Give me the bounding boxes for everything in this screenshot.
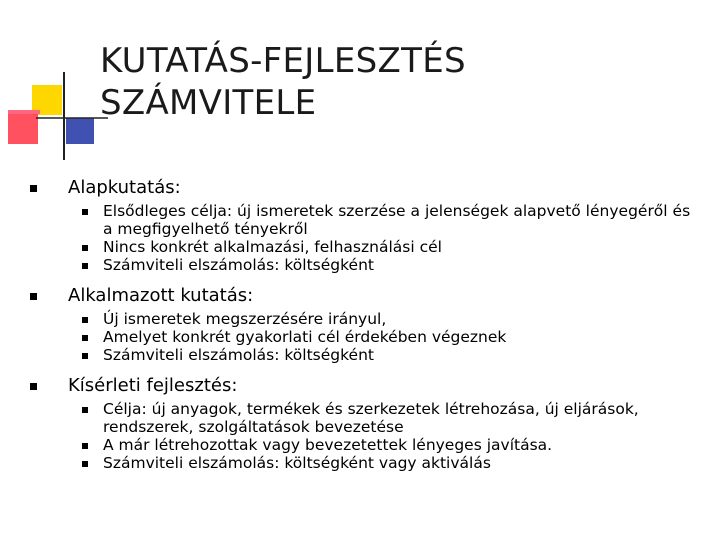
square-bullet-icon bbox=[82, 443, 88, 449]
list-item-text: Célja: új anyagok, termékek és szerkezetek létrehozása, új eljárások, rendszerek, szolgáltatások bevezetése bbox=[103, 400, 639, 436]
title-line-1: KUTATÁS-FEJLESZTÉS bbox=[100, 41, 466, 81]
square-bullet-icon bbox=[30, 185, 37, 192]
section-alapkutatas bbox=[30, 176, 700, 274]
square-bullet-icon bbox=[30, 383, 37, 390]
list-item-text: Amelyet konkrét gyakorlati cél érdekében végeznek bbox=[103, 328, 507, 346]
decorative-corner-graphic bbox=[0, 0, 110, 170]
list-item-text: Számviteli elszámolás: költségként bbox=[103, 346, 374, 364]
list-item-text: Nincs konkrét alkalmazási, felhasználási cél bbox=[103, 238, 442, 256]
title-line-2: SZÁMVITELE bbox=[100, 83, 317, 123]
list-item bbox=[30, 202, 700, 238]
list-item-text: Új ismeretek megszerzésére irányul, bbox=[103, 310, 387, 328]
square-bullet-icon bbox=[82, 209, 88, 215]
list-item bbox=[30, 454, 700, 472]
list-item-text: Elsődleges célja: új ismeretek szerzése a jelenségek alapvető lényegéről és a megfigyelhető tényekről bbox=[103, 202, 691, 238]
red-square bbox=[8, 114, 38, 144]
slide-content bbox=[30, 176, 700, 482]
list-item bbox=[30, 310, 700, 328]
section-heading-text: Kísérleti fejlesztés: bbox=[68, 375, 238, 396]
square-bullet-icon bbox=[82, 245, 88, 251]
list-item bbox=[30, 436, 700, 454]
square-bullet-icon bbox=[82, 263, 88, 269]
blue-square bbox=[66, 118, 94, 144]
sub-list bbox=[30, 202, 700, 274]
section-heading-text: Alkalmazott kutatás: bbox=[68, 285, 254, 306]
square-bullet-icon bbox=[30, 293, 37, 300]
section-heading-text: Alapkutatás: bbox=[68, 177, 181, 198]
list-item-text: A már létrehozottak vagy bevezetettek lényeges javítása. bbox=[103, 436, 553, 454]
pink-bar bbox=[8, 110, 40, 114]
list-item bbox=[30, 238, 700, 256]
section-heading bbox=[30, 176, 700, 200]
list-item-text: Számviteli elszámolás: költségként bbox=[103, 256, 374, 274]
list-item bbox=[30, 328, 700, 346]
square-bullet-icon bbox=[82, 407, 88, 413]
section-alkalmazott-kutatas bbox=[30, 284, 700, 364]
slide-title bbox=[100, 40, 700, 124]
square-bullet-icon bbox=[82, 317, 88, 323]
sub-list bbox=[30, 310, 700, 364]
square-bullet-icon bbox=[82, 353, 88, 359]
list-item bbox=[30, 346, 700, 364]
list-item bbox=[30, 256, 700, 274]
section-heading bbox=[30, 284, 700, 308]
list-item bbox=[30, 400, 700, 436]
list-item-text: Számviteli elszámolás: költségként vagy aktiválás bbox=[103, 454, 491, 472]
sub-list bbox=[30, 400, 700, 472]
square-bullet-icon bbox=[82, 335, 88, 341]
square-bullet-icon bbox=[82, 461, 88, 467]
section-heading bbox=[30, 374, 700, 398]
section-kiserleti-fejlesztes bbox=[30, 374, 700, 472]
